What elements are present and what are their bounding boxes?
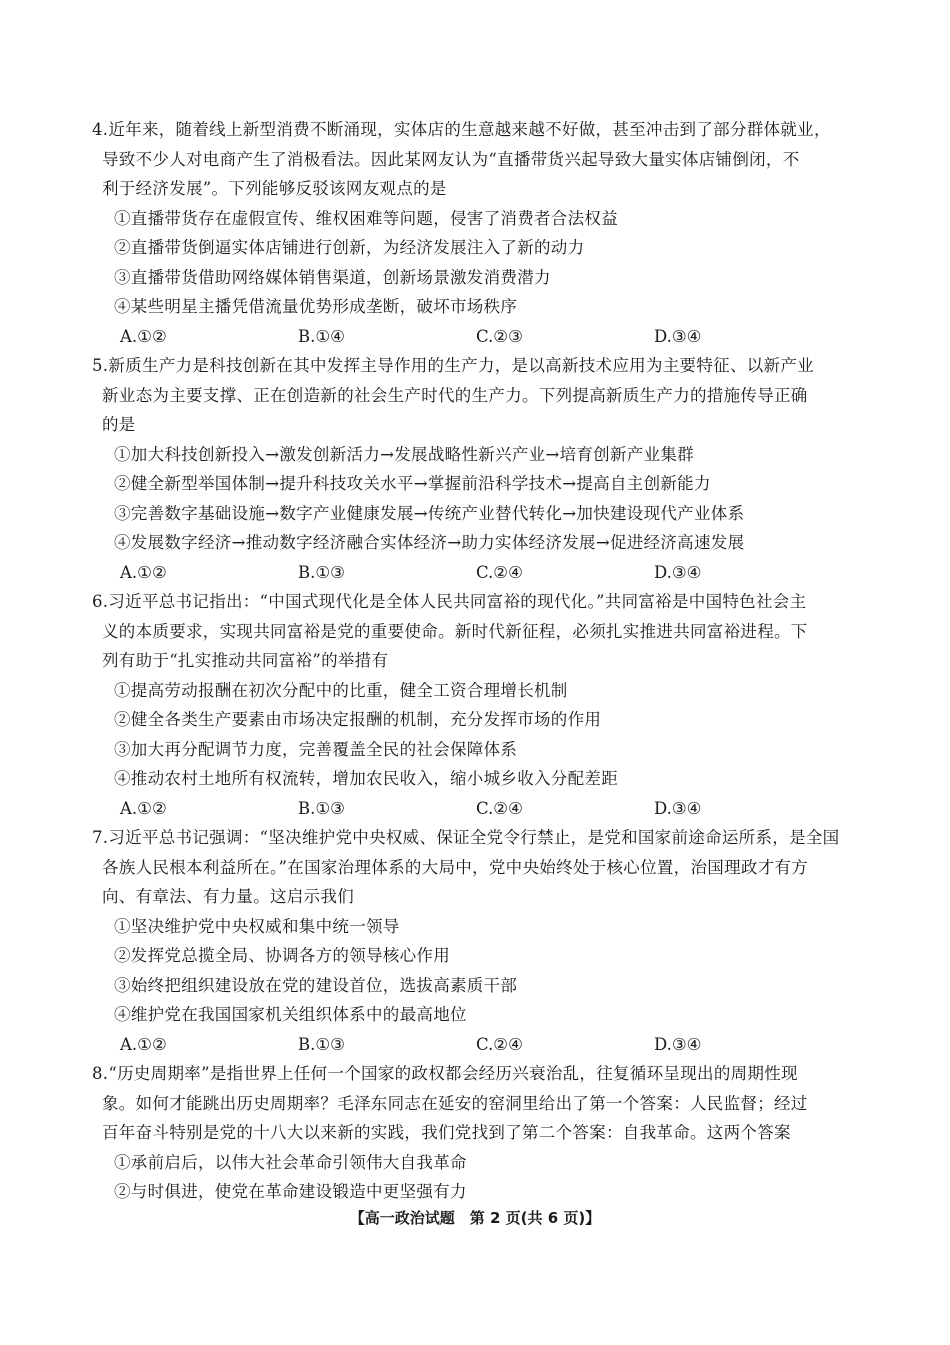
answer-choice[interactable]: D.③④: [654, 798, 702, 818]
answer-choice[interactable]: D.③④: [654, 562, 702, 582]
answer-choice[interactable]: A.①②: [120, 562, 167, 582]
statement-item: ④维护党在我国国家机关组织体系中的最高地位: [114, 1005, 467, 1024]
questions-container: [92, 115, 862, 1207]
question-stem-line: 7.习近平总书记强调：“坚决维护党中央权威、保证全党令行禁止，是党和国家前途命运所系，是全国: [92, 828, 840, 847]
statement-item: ④发展数字经济→推动数字经济融合实体经济→助力实体经济发展→促进经济高速发展: [114, 533, 745, 552]
question-block: [92, 587, 862, 823]
answer-choice[interactable]: B.①③: [298, 1034, 345, 1054]
answer-choice[interactable]: B.①③: [298, 798, 345, 818]
answer-choice[interactable]: D.③④: [654, 326, 702, 346]
statement-item: ③始终把组织建设放在党的建设首位，选拔高素质干部: [114, 975, 518, 995]
question-block: [92, 1059, 862, 1207]
answer-choices: [92, 1030, 862, 1060]
answer-choice[interactable]: B.①③: [298, 562, 345, 582]
answer-choices: [92, 558, 862, 588]
question-stem-line: 6.习近平总书记指出：“中国式现代化是全体人民共同富裕的现代化。”共同富裕是中国特色社会主: [92, 592, 807, 611]
question-stem-line: 5.新质生产力是科技创新在其中发挥主导作用的生产力，是以高新技术应用为主要特征、以新产业: [92, 356, 814, 375]
question-stem-line: 的是: [102, 415, 136, 434]
question-stem-line: 新业态为主要支撑、正在创造新的社会生产时代的生产力。下列提高新质生产力的措施传导正确: [102, 385, 808, 405]
answer-choice[interactable]: D.③④: [654, 1034, 702, 1054]
question-stem-line: 象。如何才能跳出历史周期率？毛泽东同志在延安的窑洞里给出了第一个答案：人民监督；经过: [102, 1093, 808, 1113]
question-stem-line: 列有助于“扎实推动共同富裕”的举措有: [102, 651, 389, 670]
question-block: [92, 823, 862, 1059]
statement-item: ④推动农村土地所有权流转，增加农民收入，缩小城乡收入分配差距: [114, 769, 618, 788]
statement-item: ③完善数字基础设施→数字产业健康发展→传统产业替代转化→加快建设现代产业体系: [114, 503, 745, 523]
question-stem-line: 导致不少人对电商产生了消极看法。因此某网友认为“直播带货兴起导致大量实体店铺倒闭，不: [102, 149, 800, 169]
question-block: [92, 115, 862, 351]
question-stem-line: 义的本质要求，实现共同富裕是党的重要使命。新时代新征程，必须扎实推进共同富裕进程。下: [102, 621, 808, 641]
question-stem-line: 利于经济发展”。下列能够反驳该网友观点的是: [102, 179, 447, 198]
statement-item: ③直播带货借助网络媒体销售渠道，创新场景激发消费潜力: [114, 267, 551, 287]
question-stem-line: 4.近年来，随着线上新型消费不断涌现，实体店的生意越来越不好做，甚至冲击到了部分群体就业，: [92, 120, 831, 139]
answer-choice[interactable]: C.②④: [476, 798, 523, 818]
statement-item: ①提高劳动报酬在初次分配中的比重，健全工资合理增长机制: [114, 680, 568, 700]
question-stem-line: 向、有章法、有力量。这启示我们: [102, 887, 354, 906]
question-stem-line: 8.“历史周期率”是指世界上任何一个国家的政权都会经历兴衰治乱，往复循环呈现出的周期性现: [92, 1064, 798, 1083]
page-footer: 【高一政治试题 第 2 页(共 6 页)】: [349, 1209, 601, 1227]
answer-choice[interactable]: C.②④: [476, 1034, 523, 1054]
answer-choice[interactable]: A.①②: [120, 326, 167, 346]
statement-item: ③加大再分配调节力度，完善覆盖全民的社会保障体系: [114, 739, 518, 759]
statement-item: ②健全新型举国体制→提升科技攻关水平→掌握前沿科学技术→提高自主创新能力: [114, 474, 711, 493]
answer-choice[interactable]: C.②③: [476, 326, 523, 346]
answer-choice[interactable]: A.①②: [120, 1034, 167, 1054]
statement-item: ②直播带货倒逼实体店铺进行创新，为经济发展注入了新的动力: [114, 238, 585, 257]
question-block: [92, 351, 862, 587]
question-stem-line: 各族人民根本利益所在。”在国家治理体系的大局中，党中央始终处于核心位置，治国理政才有方: [102, 857, 809, 877]
answer-choice[interactable]: A.①②: [120, 798, 167, 818]
statement-item: ④某些明星主播凭借流量优势形成垄断，破坏市场秩序: [114, 297, 518, 316]
statement-item: ①坚决维护党中央权威和集中统一领导: [114, 916, 400, 936]
answer-choices: [92, 794, 862, 824]
answer-choice[interactable]: B.①④: [298, 326, 345, 346]
statement-item: ②发挥党总揽全局、协调各方的领导核心作用: [114, 946, 450, 965]
statement-item: ②健全各类生产要素由市场决定报酬的机制，充分发挥市场的作用: [114, 710, 602, 729]
answer-choice[interactable]: C.②④: [476, 562, 523, 582]
statement-item: ②与时俱进，使党在革命建设锻造中更坚强有力: [114, 1182, 467, 1201]
statement-item: ①承前启后，以伟大社会革命引领伟大自我革命: [114, 1152, 467, 1172]
question-stem-line: 百年奋斗特别是党的十八大以来新的实践，我们党找到了第二个答案：自我革命。这两个答案: [102, 1123, 791, 1142]
statement-item: ①直播带货存在虚假宣传、维权困难等问题，侵害了消费者合法权益: [114, 208, 618, 228]
answer-choices: [92, 322, 862, 352]
statement-item: ①加大科技创新投入→激发创新活力→发展战略性新兴产业→培育创新产业集群: [114, 444, 694, 464]
